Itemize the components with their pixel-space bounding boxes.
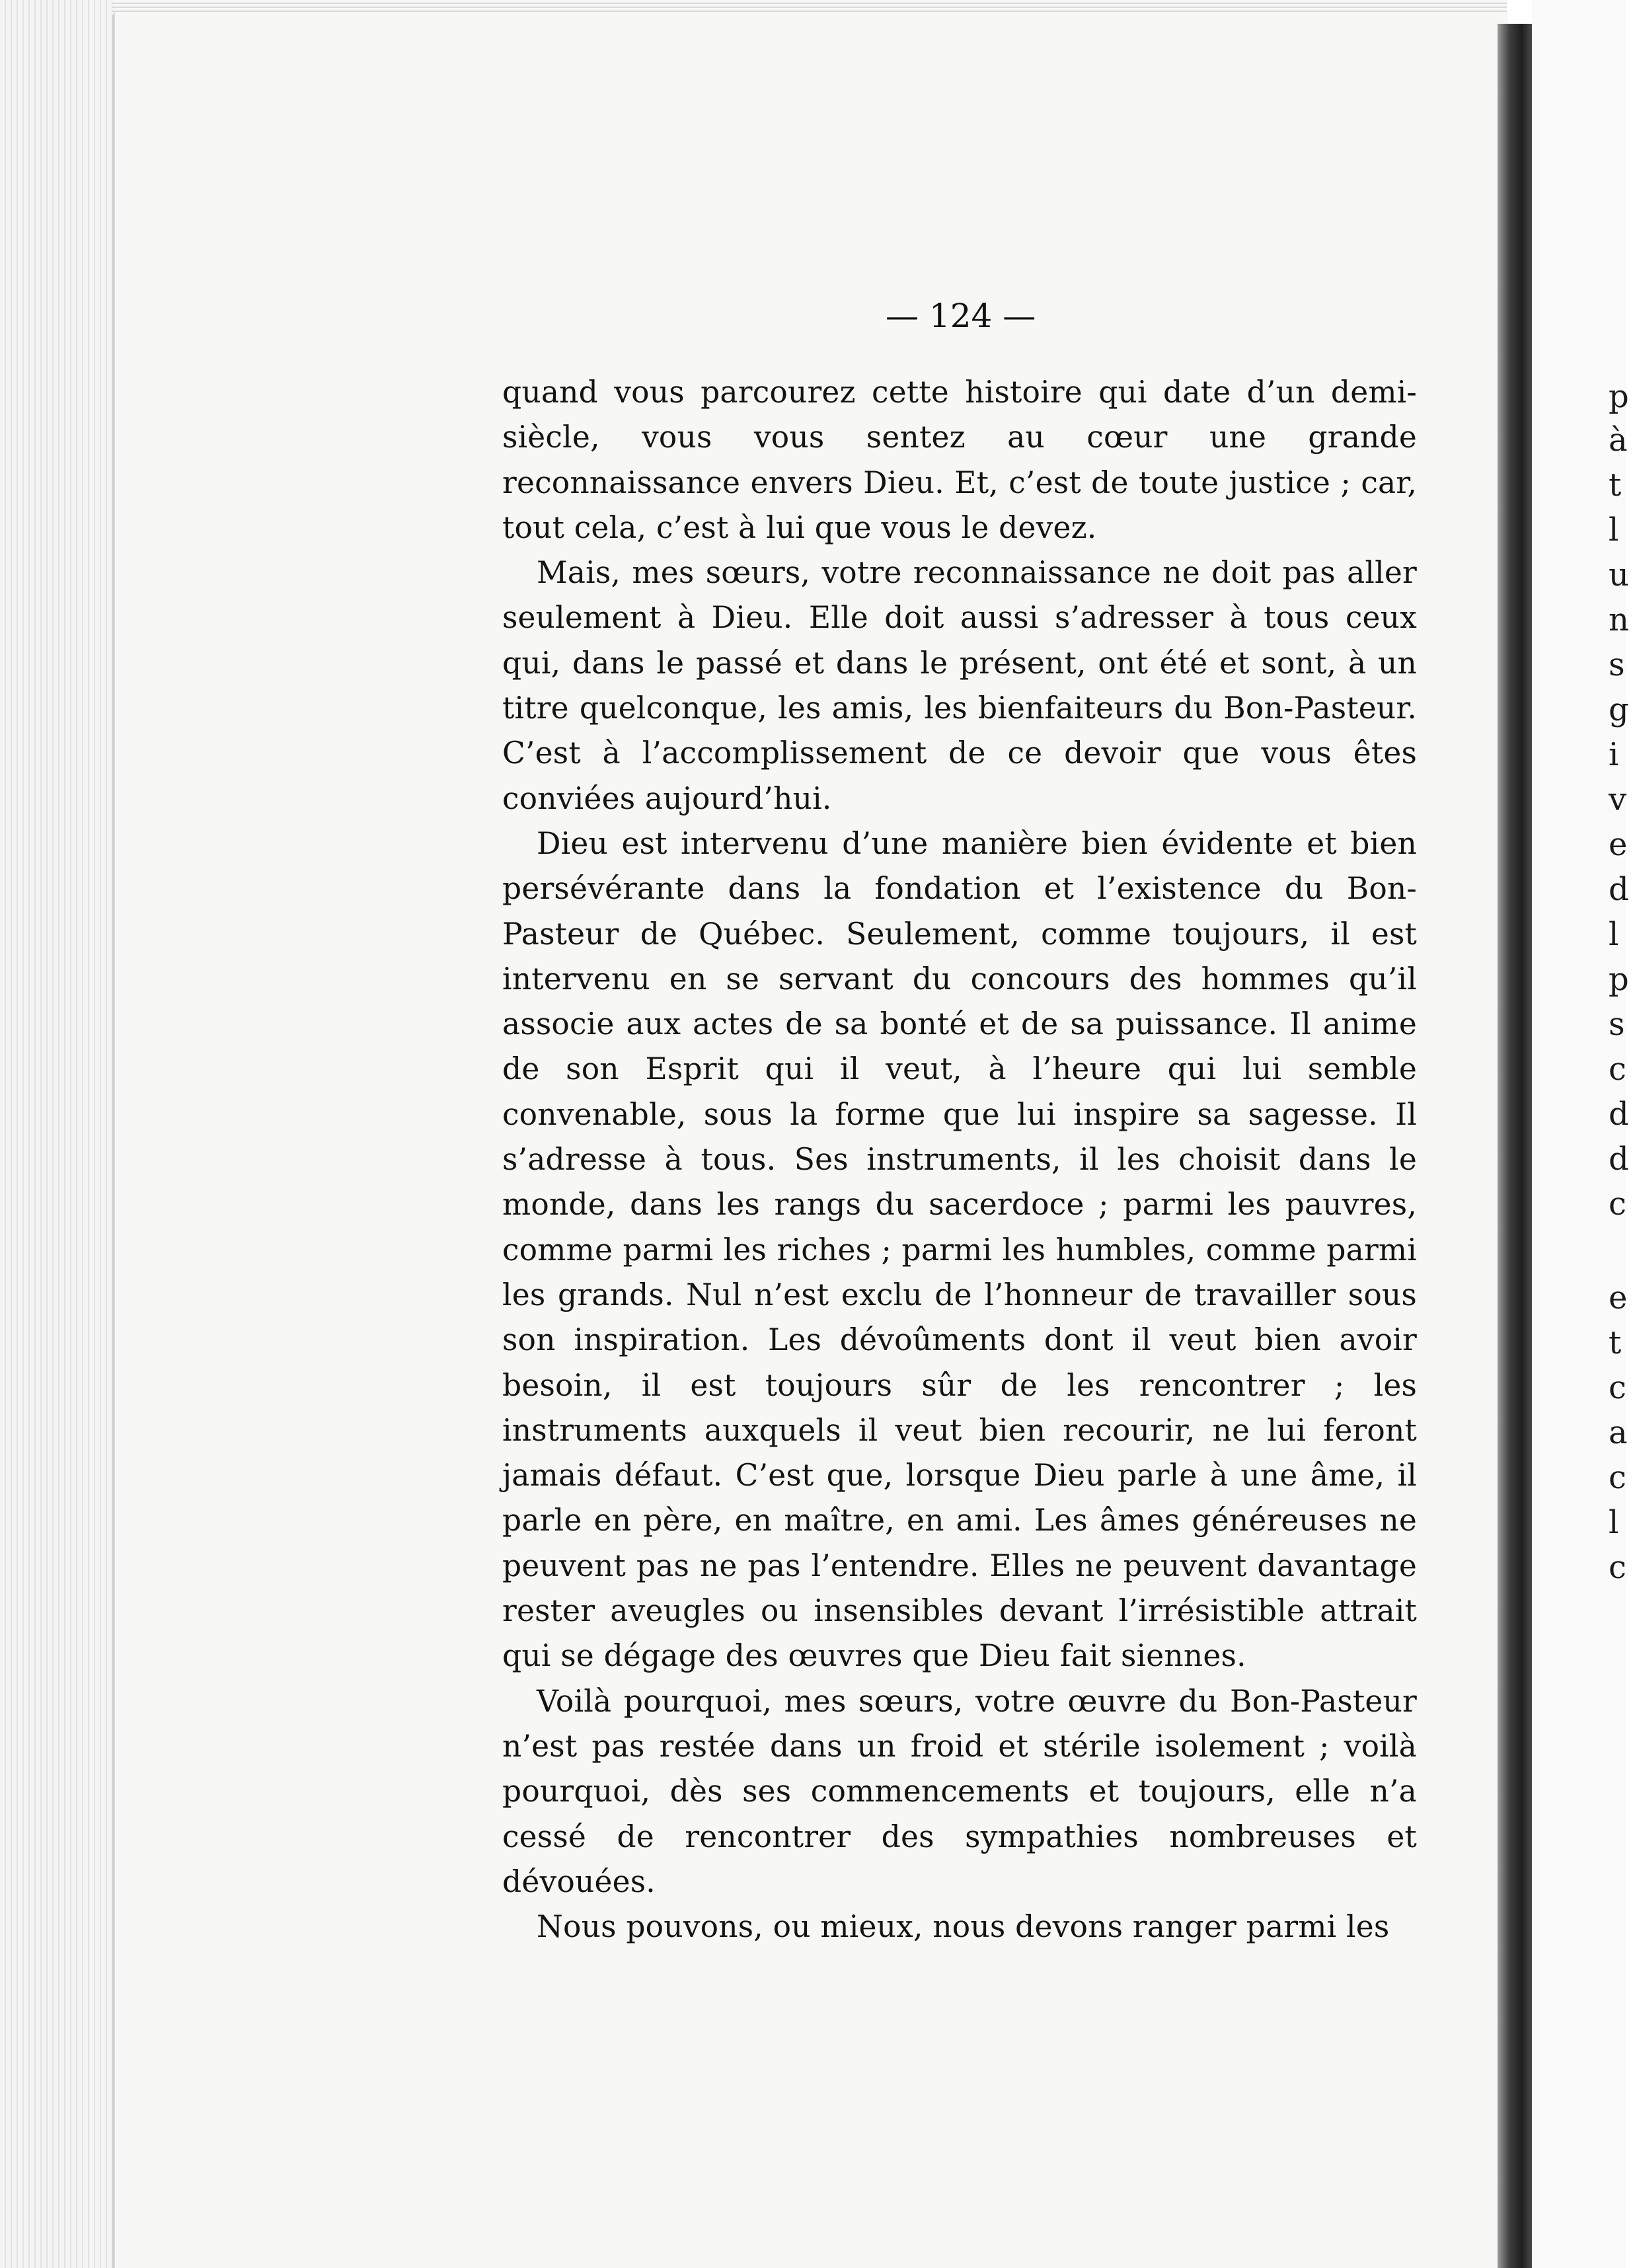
paragraph: Voilà pourquoi, mes sœurs, votre œuvre du Bon-Pasteur n’est pas restée dans un froid et stérile isolement ; voilà pourquoi, dès ses commencements et toujours, elle n’a cessé de rencontrer des sympathies nombreuses et dévouées. [502,1683,1417,1899]
paragraph: Nous pouvons, ou mieux, nous devons ranger parmi les [537,1909,1390,1945]
facing-page-letter: n [1609,601,1629,638]
facing-page-letter: p [1609,961,1629,998]
facing-page-letter: l [1609,1504,1619,1541]
facing-page-letter: d [1609,871,1629,908]
facing-page-letter: s [1609,646,1625,683]
left-page-edges [0,0,114,2268]
facing-page-letter: c [1609,1369,1626,1406]
facing-page-letter: c [1609,1459,1626,1496]
facing-page [1532,0,1626,2268]
facing-page-letter: t [1609,467,1622,504]
page-number: — 124 — [886,297,1036,335]
facing-page-letter: c [1609,1186,1626,1223]
facing-page-letter: s [1609,1006,1625,1043]
paragraph: Dieu est intervenu d’une manière bien évidente et bien persévérante dans la fondation et l’existence du Bon-Pasteur de Québec. Seulement, comme toujours, il est intervenu en se servant du concours des hommes qu’il associe aux actes de sa bonté et de sa puissance. Il anime de son Esprit qui il veut, à l’heure qui lui semble convenable, sous la forme que lui inspire sa sagesse. Il s’adresse à tous. Ses instruments, il les choisit dans le monde, dans les rangs du sacerdoce ; parmi les pauvres, comme parmi les riches ; parmi les humbles, comme parmi les grands. Nul n’est exclu de l’honneur de travailler sous son inspiration. Les dévoûments dont il veut bien avoir besoin, il est toujours sûr de les rencontrer ; les instruments auxquels il veut bien recourir, ne lui feront jamais défaut. C’est que, lorsque Dieu parle à une âme, il parle en père, en maître, en ami. Les âmes généreuses ne peuvent pas ne pas l’entendre. Elles ne peuvent davantage rester aveugles ou insensibles devant l’irrésistible attrait qui se dégage des œuvres que Dieu fait siennes. [502,825,1417,1674]
facing-page-letter: p [1609,378,1629,415]
body-text [502,370,1417,1949]
facing-page-letter: l [1609,511,1619,548]
facing-page-letter: c [1609,1549,1626,1586]
facing-page-letter: u [1609,556,1629,593]
facing-page-letter: d [1609,1096,1629,1133]
facing-page-letter: v [1609,781,1627,818]
facing-page-letter: à [1609,422,1628,459]
facing-page-letter: i [1609,736,1619,773]
book-gutter-shadow [1498,24,1532,2268]
facing-page-letter: e [1609,826,1628,863]
facing-page-letter: g [1609,691,1629,728]
paragraph: Mais, mes sœurs, votre reconnaissance ne doit pas aller seulement à Dieu. Elle doit aussi s’adresser à tous ceux qui, dans le passé et dans le présent, ont été et sont, à un titre quelconque, les amis, les bienfaiteurs du Bon-Pasteur. C’est à l’accomplissement de ce devoir que vous êtes conviées aujourd’hui. [502,555,1417,816]
facing-page-letter: e [1609,1279,1628,1316]
facing-page-letter: a [1609,1414,1628,1451]
facing-page-letter: c [1609,1051,1626,1088]
paragraph: quand vous parcourez cette histoire qui date d’un demi-siècle, vous vous sentez au cœur une grande reconnaissance envers Dieu. Et, c’est de toute justice ; car, tout cela, c’est à lui que vous le devez. [502,375,1417,545]
facing-page-letter: d [1609,1141,1629,1178]
facing-page-letter: l [1609,916,1619,953]
facing-page-letter: t [1609,1324,1622,1361]
